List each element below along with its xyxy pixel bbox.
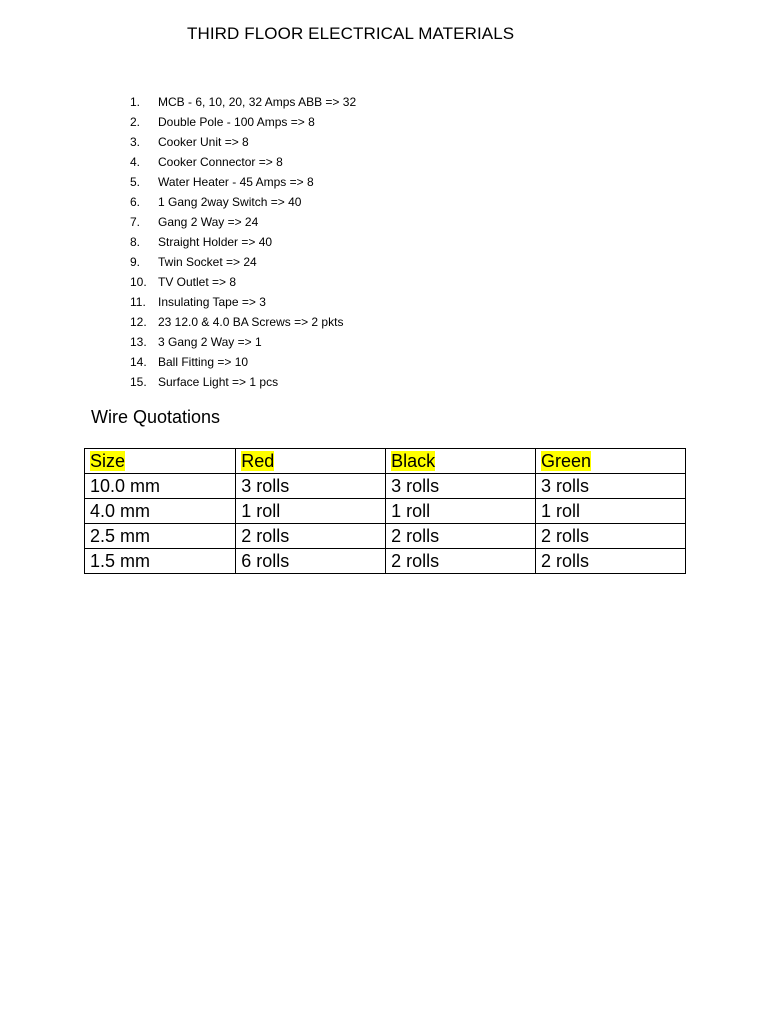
header-green: Green	[540, 451, 591, 471]
list-item-number: 14.	[130, 355, 147, 369]
list-item	[130, 172, 356, 192]
list-item-number: 15.	[130, 375, 147, 389]
list-item-number: 4.	[130, 155, 141, 169]
table-header-cell	[535, 449, 685, 474]
list-item-text: Water Heater - 45 Amps => 8	[158, 175, 314, 189]
table-cell: 10.0 mm	[85, 474, 236, 499]
list-item-text: Ball Fitting => 10	[158, 355, 249, 369]
list-item-text: Double Pole - 100 Amps => 8	[158, 115, 315, 129]
list-item-number: 12.	[130, 315, 147, 329]
table-cell: 4.0 mm	[85, 499, 236, 524]
table-cell: 1 roll	[535, 499, 685, 524]
list-item-text: MCB - 6, 10, 20, 32 Amps ABB => 32	[158, 95, 357, 109]
table-row	[85, 524, 686, 549]
wire-quotations-table	[84, 448, 686, 574]
table-cell: 6 rolls	[236, 549, 386, 574]
list-item	[130, 112, 356, 132]
page-title: THIRD FLOOR ELECTRICAL MATERIALS	[187, 24, 515, 43]
table-cell: 3 rolls	[535, 474, 685, 499]
list-item-number: 1.	[130, 95, 141, 109]
list-item-text: 1 Gang 2way Switch => 40	[158, 195, 302, 209]
list-item	[130, 252, 356, 272]
list-item-number: 9.	[130, 255, 141, 269]
table-header-row	[85, 449, 686, 474]
table-cell: 2 rolls	[386, 524, 536, 549]
list-item-number: 2.	[130, 115, 141, 129]
list-item-number: 6.	[130, 195, 141, 209]
table-header-cell	[236, 449, 386, 474]
list-item-number: 13.	[130, 335, 147, 349]
list-item-number: 8.	[130, 235, 141, 249]
list-item	[130, 232, 356, 252]
header-size: Size	[90, 451, 126, 471]
table-row	[85, 474, 686, 499]
wire-quotations-heading: Wire Quotations	[91, 407, 221, 427]
list-item-text: TV Outlet => 8	[158, 275, 237, 289]
list-item-text: Gang 2 Way => 24	[158, 215, 259, 229]
table-row	[85, 549, 686, 574]
list-item-text: 23 12.0 & 4.0 BA Screws => 2 pkts	[158, 315, 344, 329]
list-item-number: 7.	[130, 215, 141, 229]
table-cell: 3 rolls	[386, 474, 536, 499]
list-item-text: Surface Light => 1 pcs	[158, 375, 279, 389]
list-item	[130, 332, 356, 352]
table-header-cell	[85, 449, 236, 474]
list-item	[130, 352, 356, 372]
list-item	[130, 292, 356, 312]
table-cell: 3 rolls	[236, 474, 386, 499]
list-item-number: 11.	[130, 295, 146, 309]
list-item-text: Twin Socket => 24	[158, 255, 257, 269]
list-item	[130, 152, 356, 172]
table-header-cell	[386, 449, 536, 474]
table-cell: 1.5 mm	[85, 549, 236, 574]
table-row	[85, 499, 686, 524]
list-item-number: 10.	[130, 275, 147, 289]
table-cell: 2 rolls	[236, 524, 386, 549]
list-item	[130, 312, 356, 332]
list-item-number: 5.	[130, 175, 141, 189]
list-item-text: Cooker Connector => 8	[158, 155, 283, 169]
list-item	[130, 132, 356, 152]
list-item-text: Cooker Unit => 8	[158, 135, 249, 149]
table-cell: 2.5 mm	[85, 524, 236, 549]
table-cell: 1 roll	[386, 499, 536, 524]
list-item	[130, 212, 356, 232]
materials-list	[130, 92, 356, 392]
table-cell: 2 rolls	[535, 524, 685, 549]
table-cell: 2 rolls	[386, 549, 536, 574]
list-item	[130, 192, 356, 212]
header-black: Black	[391, 451, 436, 471]
list-item-text: 3 Gang 2 Way => 1	[158, 335, 262, 349]
list-item	[130, 92, 356, 112]
list-item-text: Straight Holder => 40	[158, 235, 273, 249]
list-item	[130, 372, 356, 392]
list-item	[130, 272, 356, 292]
table-cell: 1 roll	[236, 499, 386, 524]
list-item-text: Insulating Tape => 3	[158, 295, 266, 309]
list-item-number: 3.	[130, 135, 141, 149]
header-red: Red	[241, 451, 275, 471]
table-cell: 2 rolls	[535, 549, 685, 574]
